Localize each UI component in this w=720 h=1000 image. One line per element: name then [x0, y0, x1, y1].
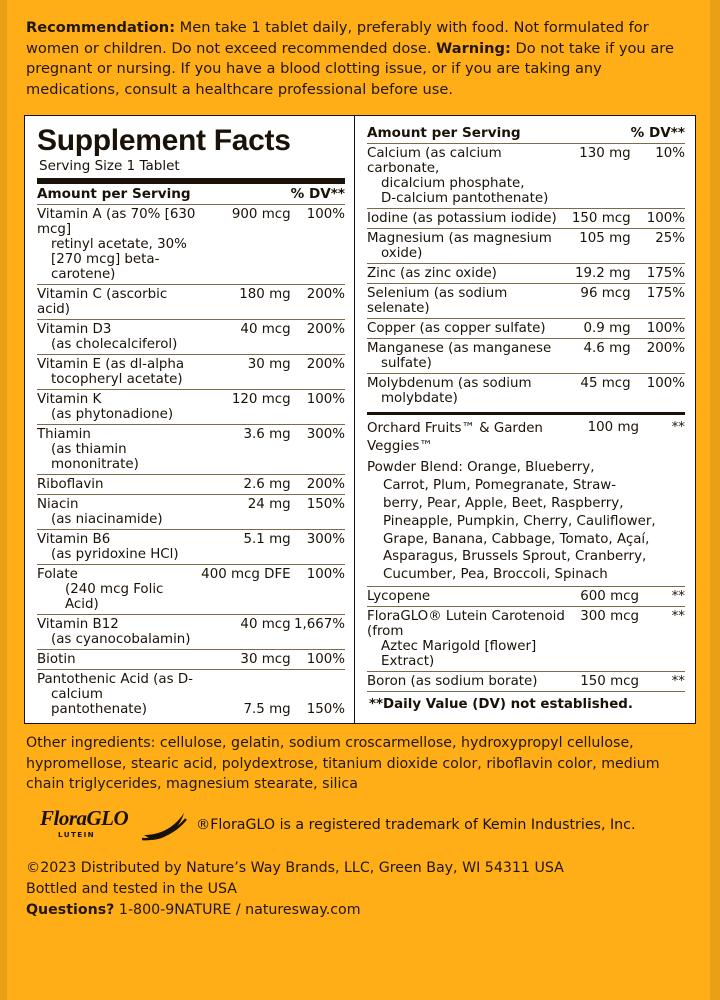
nutrient-subline: tocopheryl acetate): [51, 372, 183, 388]
nutrient-subline: oxide): [381, 245, 423, 261]
nutrient-name: Pantothenic Acid (as D-: [37, 672, 193, 688]
left-nutrient-table: [37, 184, 345, 719]
nutrient-name: Manganese (as manganese: [367, 340, 552, 356]
nutrient-name: Zinc (as zinc oxide): [367, 263, 572, 283]
table-row: [37, 670, 345, 720]
nutrient-amount: 400 mcg DFE: [201, 565, 290, 615]
nutrient-amount: 150 mcg: [572, 208, 631, 228]
left-header-amount: Amount per Serving: [37, 184, 201, 205]
nutrient-dv: 175%: [631, 283, 685, 318]
nutrient-amount: 120 mcg: [201, 390, 290, 425]
blend-body-line-0: Powder Blend: Orange, Blueberry,: [367, 460, 595, 476]
recommendation-text-2: Do not take if you are pregnant or nursing. If you have a blood clotting issue, or if you are taking any medications, consult a healthcare professional before use.: [26, 39, 674, 99]
nutrient-amount: 150 mcg: [580, 672, 639, 692]
nutrient-subline: retinyl acetate, 30%: [51, 237, 187, 253]
nutrient-dv: 200%: [631, 338, 685, 373]
nutrient-dv: 200%: [291, 320, 345, 355]
table-row: [367, 143, 685, 208]
nutrient-amount: 4.6 mg: [572, 338, 631, 373]
nutrient-amount: 7.5 mg: [243, 702, 291, 718]
nutrient-amount: 105 mg: [572, 228, 631, 263]
right-header-amount: Amount per Serving: [367, 123, 572, 144]
blend-title: Orchard Fruits™ & Garden Veggies™: [367, 420, 543, 454]
right-nutrient-table: [367, 123, 685, 408]
nutrient-subline: sulfate): [381, 355, 432, 371]
blend-body-line-2: berry, Pear, Apple, Beet, Raspberry,: [383, 495, 624, 511]
nutrient-amount: 5.1 mg: [201, 530, 290, 565]
nutrient-name: Boron (as sodium borate): [367, 672, 580, 692]
right-header-dv: % DV**: [631, 123, 685, 144]
questions-value: 1-800-9NATURE / naturesway.com: [114, 902, 361, 919]
table-row: [37, 285, 345, 320]
blend-body-line-6: Cucumber, Pea, Broccoli, Spinach: [383, 567, 608, 583]
nutrient-amount: 96 mcg: [572, 283, 631, 318]
nutrient-name: Folate: [37, 567, 78, 583]
nutrient-subline-2: D-calcium pantothenate): [381, 190, 549, 206]
nutrient-name: Iodine (as potassium iodide): [367, 208, 572, 228]
nutrient-amount: 19.2 mg: [572, 263, 631, 283]
table-row: [37, 650, 345, 670]
blend-body-line-1: Carrot, Plum, Pomegranate, Straw-: [383, 478, 617, 494]
nutrient-dv: 25%: [631, 228, 685, 263]
blend-dv: **: [671, 419, 685, 435]
nutrient-name: Molybdenum (as sodium: [367, 375, 532, 391]
nutrient-name: Riboflavin: [37, 475, 201, 495]
nutrient-dv: **: [639, 587, 685, 607]
nutrient-dv: 150%: [291, 495, 345, 530]
nutrient-amount: 180 mg: [201, 285, 290, 320]
recommendation-paragraph: [26, 18, 698, 101]
nutrient-dv: 300%: [291, 425, 345, 475]
nutrient-subline: (as phytonadione): [51, 407, 174, 423]
nutrient-dv: 1,667%: [291, 615, 345, 650]
table-row: [37, 390, 345, 425]
blend-body-line-5: Asparagus, Brussels Sprout, Cranberry,: [383, 549, 647, 565]
nutrient-dv: 100%: [291, 650, 345, 670]
leaf-swoosh-icon: [142, 809, 188, 841]
floraglo-logo: [40, 805, 188, 842]
nutrient-dv: **: [639, 672, 685, 692]
table-row: [37, 530, 345, 565]
table-row: [37, 615, 345, 650]
nutrient-dv: 150%: [306, 702, 345, 718]
footer-bottled: Bottled and tested in the USA: [26, 881, 238, 898]
nutrient-name: Vitamin E (as dl-alpha: [37, 357, 185, 373]
nutrient-subline: calcium pantothenate): [51, 687, 148, 718]
nutrient-subline: Aztec Marigold [flower] Extract): [381, 639, 537, 670]
nutrient-amount: 0.9 mg: [572, 318, 631, 338]
nutrient-subline: (as cholecalciferol): [51, 337, 178, 353]
table-row: [37, 565, 345, 615]
nutrient-dv: 200%: [291, 285, 345, 320]
nutrient-name: Magnesium (as magnesium: [367, 230, 552, 246]
nutrient-dv: 10%: [631, 143, 685, 208]
floraglo-wordmark: FloraGLO: [40, 805, 129, 830]
nutrient-subline: molybdate): [381, 390, 458, 406]
nutrient-name: Calcium (as calcium carbonate,: [367, 145, 502, 176]
other-ingredients: Other ingredients: cellulose, gelatin, sodium croscarmellose, hydroxypropyl cellulose, hypromellose, stearic acid, polydextrose, titanium dioxide color, riboflavin color, medium chain triglycerides, magnesium stearate, silica: [26, 735, 660, 792]
floraglo-row: [40, 805, 698, 842]
table-row: [37, 475, 345, 495]
left-table-header: [37, 184, 345, 205]
nutrient-amount: 2.6 mg: [201, 475, 290, 495]
nutrient-name: Vitamin B12: [37, 617, 119, 633]
nutrient-subline: dicalcium phosphate,: [381, 175, 525, 191]
nutrient-dv: 100%: [631, 318, 685, 338]
nutrient-dv: 100%: [631, 208, 685, 228]
blend-row: [367, 418, 685, 457]
nutrient-amount: 3.6 mg: [201, 425, 290, 475]
nutrient-name: Vitamin A (as 70% [630 mcg]: [37, 207, 196, 238]
blend-body-row: [367, 457, 685, 586]
recommendation-text-1: Men take 1 tablet daily, preferably with food. Not formulated for women or children. Do not exceed recommended dose.: [26, 19, 649, 57]
nutrient-dv: 175%: [631, 263, 685, 283]
nutrient-amount: 600 mcg: [580, 587, 639, 607]
floraglo-submark: LUTEIN: [58, 829, 96, 839]
table-row: [367, 318, 685, 338]
supplement-facts-title: Supplement Facts: [37, 123, 291, 157]
floraglo-trademark-note: ®FloraGLO is a registered trademark of Kemin Industries, Inc.: [196, 816, 636, 833]
supplement-facts-panel: [24, 115, 696, 725]
nutrient-amount: 40 mcg: [201, 615, 290, 650]
left-header-dv: % DV**: [291, 184, 345, 205]
footer-copyright: ©2023 Distributed by Nature’s Way Brands, LLC, Green Bay, WI 54311 USA: [26, 859, 564, 876]
blend-body-line-3: Pineapple, Pumpkin, Cherry, Cauliflower,: [383, 513, 656, 529]
table-row: [367, 283, 685, 318]
nutrient-subline: (240 mcg Folic Acid): [65, 582, 164, 613]
nutrient-amount: 45 mcg: [580, 375, 631, 391]
nutrient-amount: 40 mcg: [201, 320, 290, 355]
nutrient-dv: 200%: [291, 355, 345, 390]
nutrient-name: Thiamin: [37, 427, 91, 443]
nutrient-name: Vitamin K: [37, 392, 102, 408]
nutrient-name: Vitamin C (ascorbic acid): [37, 285, 201, 320]
table-row: [367, 228, 685, 263]
nutrient-name: FloraGLO® Lutein Carotenoid (from: [367, 609, 565, 640]
table-row: [37, 320, 345, 355]
recommendation-label: Recommendation:: [26, 19, 176, 36]
nutrient-amount: 900 mcg: [201, 205, 290, 285]
questions-label: Questions?: [26, 902, 115, 919]
nutrient-name: Copper (as copper sulfate): [367, 318, 572, 338]
table-row: [37, 495, 345, 530]
nutrient-amount: 130 mg: [572, 143, 631, 208]
table-row: [37, 425, 345, 475]
blend-body-line-4: Grape, Banana, Cabbage, Tomato, Açaí,: [383, 531, 650, 547]
blend-amount: 100 mg: [587, 419, 639, 435]
nutrient-subline: (as niacinamide): [51, 512, 163, 528]
nutrient-subline: (as thiamin mononitrate): [51, 442, 139, 473]
warning-label: Warning:: [436, 39, 511, 57]
footer-questions: [26, 900, 698, 921]
nutrient-name: Biotin: [37, 650, 201, 670]
table-row: [367, 263, 685, 283]
table-row: [367, 208, 685, 228]
table-row: [367, 672, 685, 692]
divider-medium: [367, 412, 685, 415]
nutrient-subline: (as cyanocobalamin): [51, 632, 191, 648]
nutrient-dv: **: [639, 607, 685, 672]
nutrient-name: Selenium (as sodium selenate): [367, 283, 572, 318]
nutrient-name: Lycopene: [367, 587, 580, 607]
supplement-facts-left-column: [25, 116, 355, 724]
nutrient-amount: 24 mg: [201, 495, 290, 530]
nutrient-dv: 100%: [291, 390, 345, 425]
nutrient-amount: 300 mcg: [580, 607, 639, 672]
table-row: [367, 338, 685, 373]
nutrient-dv: 100%: [646, 375, 685, 391]
nutrient-name: Vitamin B6: [37, 532, 111, 548]
nutrient-dv: 300%: [291, 530, 345, 565]
nutrient-name: Niacin: [37, 497, 79, 513]
table-row: [37, 205, 345, 285]
nutrient-dv: 100%: [291, 565, 345, 615]
table-row: [367, 587, 685, 607]
right-table-header: [367, 123, 685, 144]
footer-block: [26, 858, 698, 922]
serving-size: Serving Size 1 Tablet: [39, 158, 180, 175]
nutrient-subline-2: [270 mcg] beta-carotene): [51, 252, 160, 283]
nutrient-amount: 30 mg: [201, 355, 290, 390]
nutrient-dv: 100%: [291, 205, 345, 285]
table-row: [367, 607, 685, 672]
table-row: [37, 355, 345, 390]
daily-value-note: **Daily Value (DV) not established.: [369, 697, 633, 713]
nutrient-amount: 30 mcg: [201, 650, 290, 670]
supplement-facts-right-column: [355, 116, 695, 724]
nutrient-subline: (as pyridoxine HCl): [51, 547, 179, 563]
nutrient-dv: 200%: [291, 475, 345, 495]
table-row: [367, 373, 685, 408]
nutrient-name: Vitamin D3: [37, 322, 112, 338]
blend-table: [367, 418, 685, 692]
